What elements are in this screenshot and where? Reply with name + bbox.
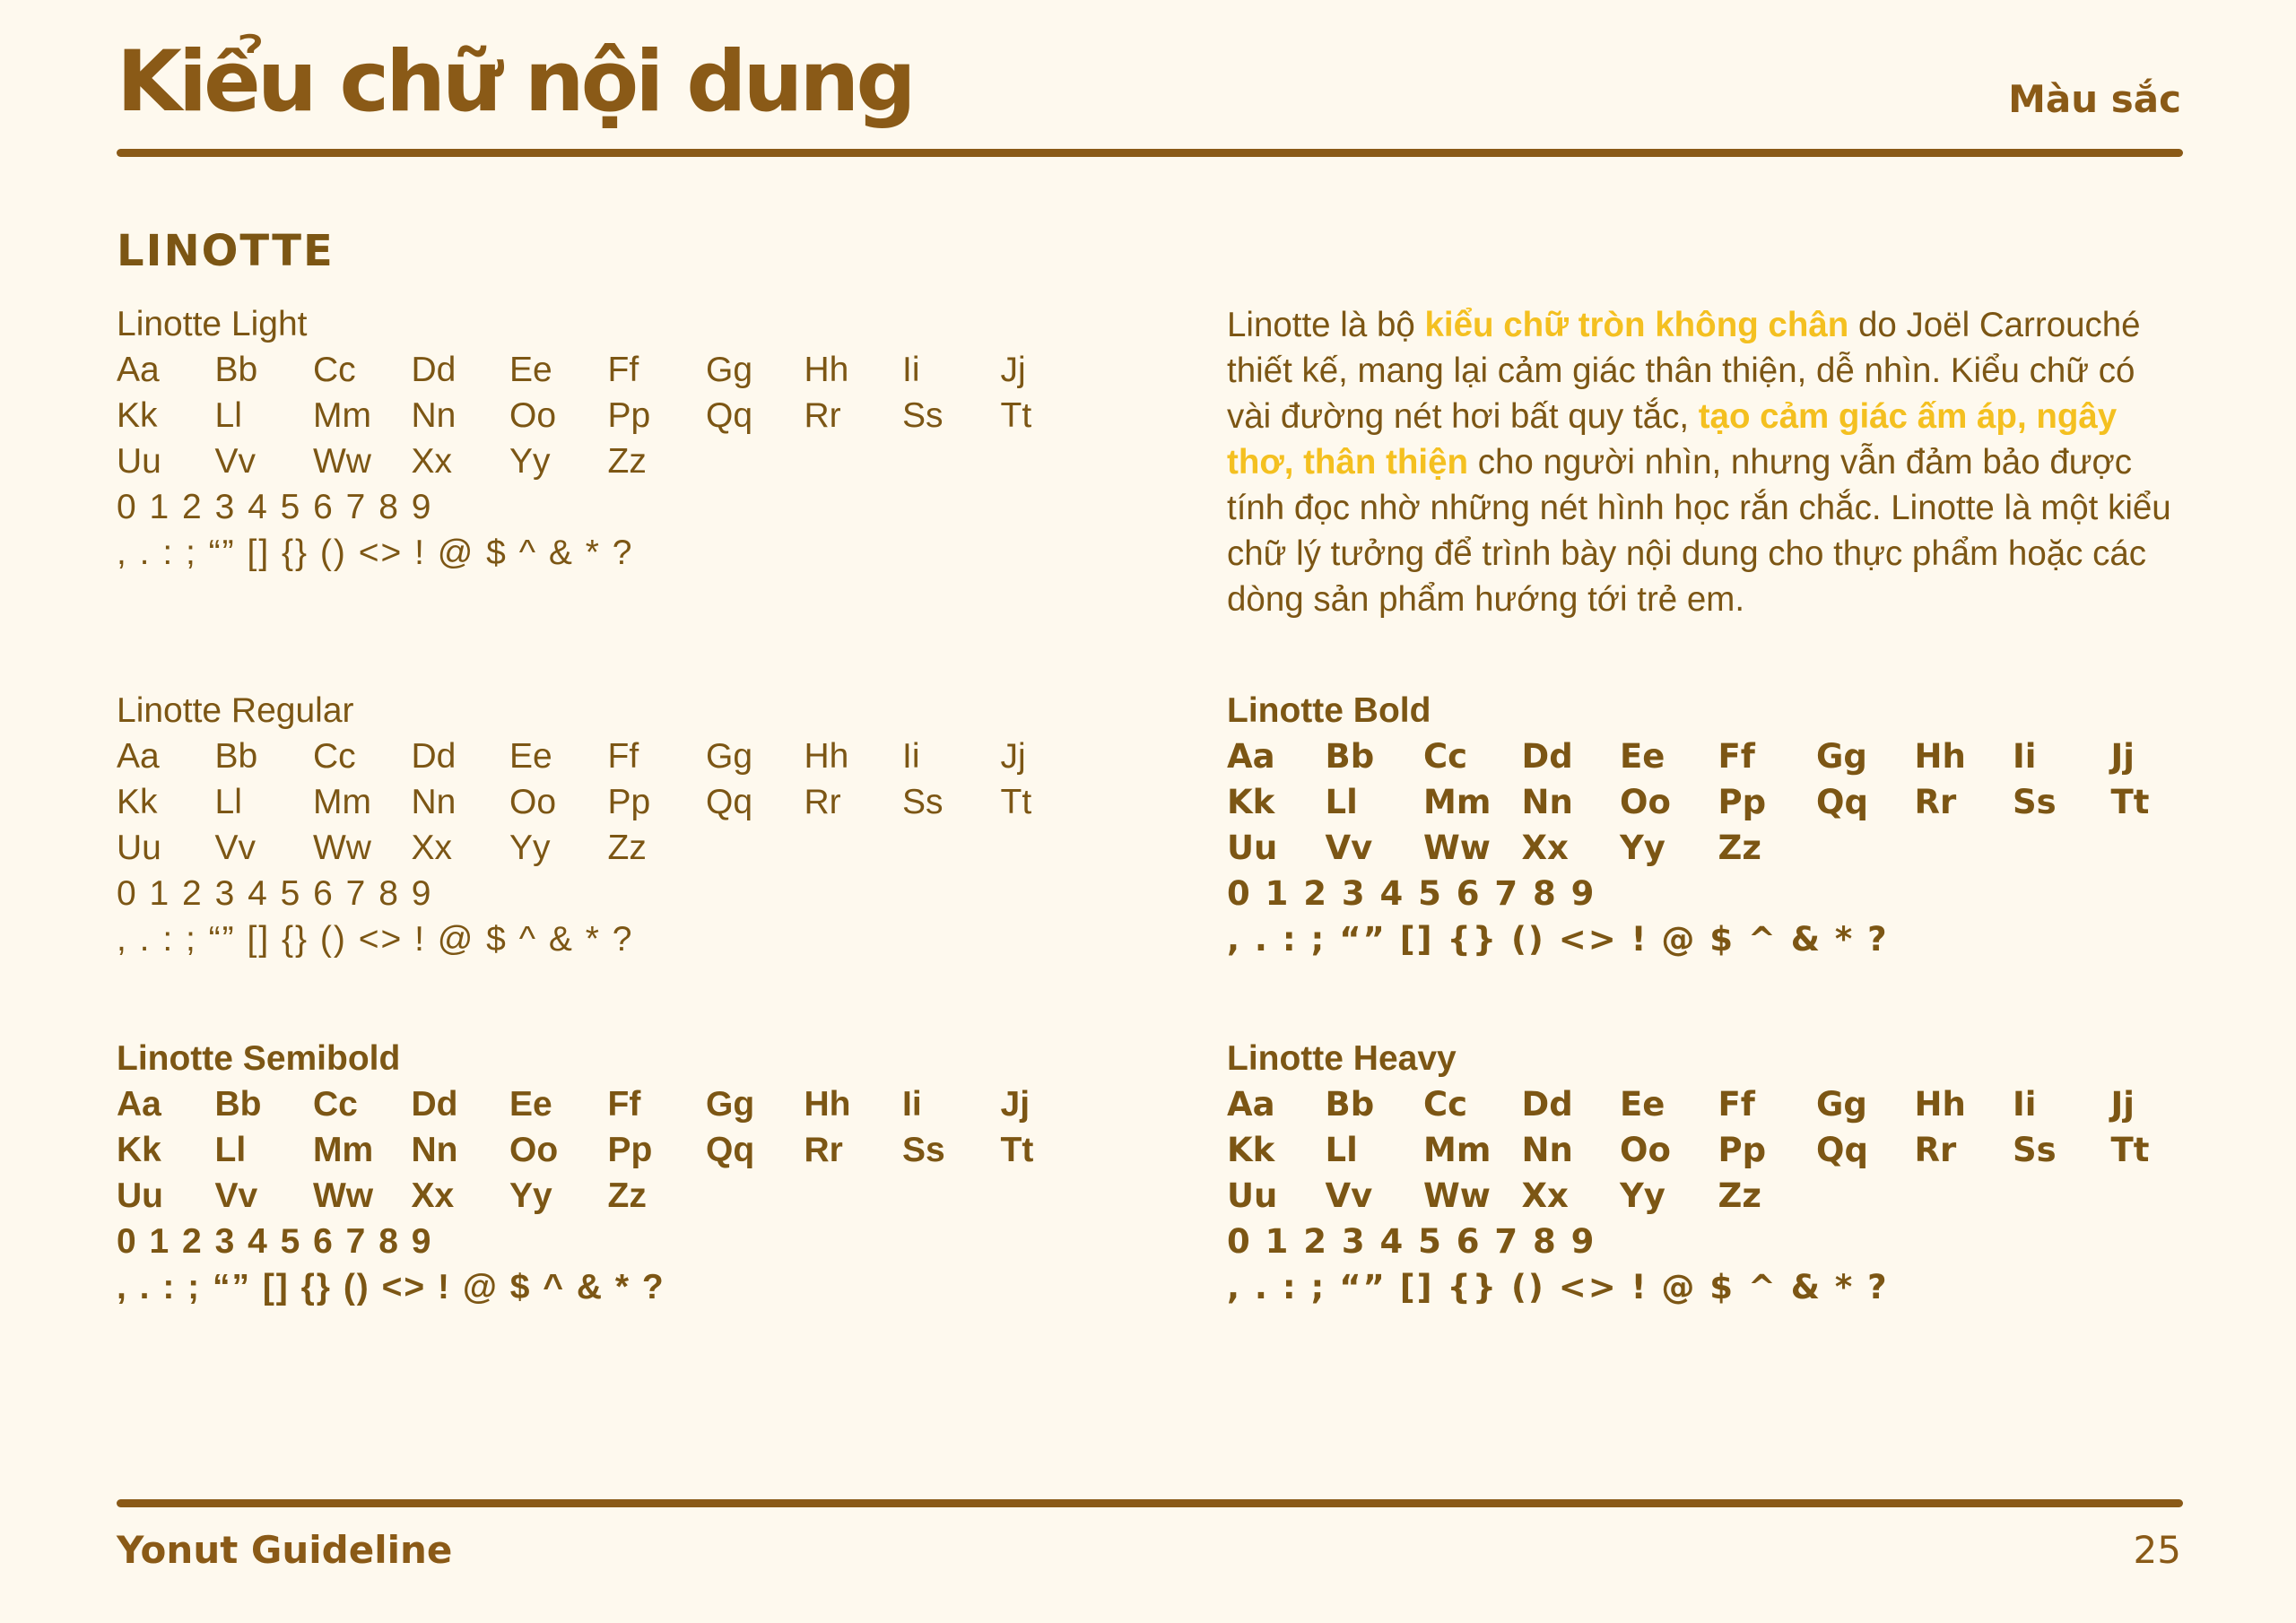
glyph-pair: Xx bbox=[411, 442, 453, 481]
glyph-pair: Jj bbox=[2110, 737, 2135, 776]
glyph-pair: Ss bbox=[902, 396, 944, 435]
glyph-pair: Cc bbox=[1423, 1085, 1468, 1124]
glyph-pair: Uu bbox=[1227, 1176, 1278, 1215]
glyph-pair: Nn bbox=[1521, 1131, 1573, 1169]
glyph-pair: Ii bbox=[2013, 1085, 2037, 1124]
glyph-pair: Ii bbox=[2013, 737, 2037, 776]
glyph-pair: Zz bbox=[607, 829, 647, 867]
glyph-pair: Pp bbox=[1718, 783, 1767, 821]
glyph-pair: Pp bbox=[607, 783, 651, 821]
glyph-pair: Vv bbox=[1325, 829, 1373, 867]
alphabet-row-3 bbox=[117, 1173, 1085, 1219]
weight-label-bold: Linotte Bold bbox=[1227, 691, 1431, 730]
glyph-pair: Bb bbox=[214, 1085, 262, 1124]
glyph-pair: Gg bbox=[706, 737, 753, 776]
glyph-pair: Hh bbox=[804, 1085, 851, 1124]
glyph-pair: Tt bbox=[1000, 396, 1032, 435]
glyph-pair: Ll bbox=[214, 783, 242, 821]
glyph-pair: Oo bbox=[509, 1131, 559, 1169]
specimen-heavy bbox=[1227, 1037, 2196, 1310]
page-number: 25 bbox=[2133, 1528, 2181, 1572]
glyph-pair: Ss bbox=[2013, 783, 2057, 821]
alphabet-row-2 bbox=[117, 1127, 1085, 1173]
glyph-pair: Xx bbox=[411, 829, 453, 867]
header-divider bbox=[117, 149, 2183, 157]
glyph-pair: Uu bbox=[117, 442, 161, 481]
glyph-pair: Xx bbox=[411, 1176, 455, 1215]
glyph-pair: Ii bbox=[902, 1085, 922, 1124]
alphabet-row-2 bbox=[117, 779, 1085, 825]
glyph-pair: Ll bbox=[1325, 1131, 1358, 1169]
glyph-pair: Mm bbox=[1423, 783, 1492, 821]
glyph-pair: Ee bbox=[509, 1085, 552, 1124]
description-highlight: kiểu chữ tròn không chân bbox=[1424, 306, 1849, 344]
weight-label-regular: Linotte Regular bbox=[117, 691, 354, 730]
glyph-pair: Jj bbox=[2110, 1085, 2135, 1124]
glyph-pair: Dd bbox=[1521, 737, 1573, 776]
glyph-pair: Nn bbox=[411, 783, 457, 821]
description-highlight: tạo cảm giác ấm áp, ngây thơ, thân thiện bbox=[1227, 397, 2118, 482]
alphabet-row-1 bbox=[117, 733, 1085, 779]
glyph-pair: Mm bbox=[1423, 1131, 1492, 1169]
glyph-pair: Aa bbox=[117, 351, 160, 389]
glyph-pair: Pp bbox=[1718, 1131, 1767, 1169]
glyph-pair: Cc bbox=[313, 737, 356, 776]
alphabet-row-1 bbox=[117, 347, 1085, 393]
glyph-pair: Hh bbox=[804, 737, 849, 776]
glyph-pair: Kk bbox=[117, 1131, 161, 1169]
glyph-pair: Kk bbox=[117, 783, 158, 821]
glyph-pair: Rr bbox=[804, 783, 841, 821]
glyph-pair: Mm bbox=[313, 1131, 374, 1169]
glyph-pair: Nn bbox=[411, 1131, 458, 1169]
glyph-pair: Uu bbox=[1227, 829, 1278, 867]
glyph-pair: Gg bbox=[1816, 737, 1867, 776]
glyph-pair: Hh bbox=[1914, 737, 1966, 776]
weight-label-heavy: Linotte Heavy bbox=[1227, 1039, 1457, 1078]
glyph-pair: Jj bbox=[1000, 351, 1026, 389]
specimen-light bbox=[117, 302, 1085, 576]
glyph-pair: Qq bbox=[1816, 783, 1868, 821]
glyph-pair: Ff bbox=[1718, 1085, 1755, 1124]
footer-title: Yonut Guideline bbox=[117, 1528, 453, 1572]
glyph-pair: Cc bbox=[313, 351, 356, 389]
glyph-pair: Ii bbox=[902, 351, 920, 389]
glyph-pair: Ff bbox=[1718, 737, 1755, 776]
glyph-pair: Hh bbox=[1914, 1085, 1966, 1124]
glyph-pair: Ee bbox=[1620, 737, 1665, 776]
glyph-pair: Pp bbox=[607, 396, 651, 435]
glyph-pair: Ll bbox=[214, 1131, 247, 1169]
digits-row: 0 1 2 3 4 5 6 7 8 9 bbox=[117, 1222, 433, 1261]
glyph-pair: Nn bbox=[1521, 783, 1573, 821]
weight-label-semibold: Linotte Semibold bbox=[117, 1039, 401, 1078]
glyph-pair: Pp bbox=[607, 1131, 653, 1169]
digits-row: 0 1 2 3 4 5 6 7 8 9 bbox=[117, 488, 433, 526]
digits-row: 0 1 2 3 4 5 6 7 8 9 bbox=[1227, 1222, 1596, 1261]
glyph-pair: Gg bbox=[706, 1085, 755, 1124]
font-description bbox=[1227, 302, 2178, 622]
glyph-pair: Zz bbox=[607, 1176, 647, 1215]
glyph-pair: Mm bbox=[313, 396, 371, 435]
glyph-pair: Uu bbox=[117, 829, 161, 867]
glyph-pair: Gg bbox=[706, 351, 753, 389]
glyph-pair: Qq bbox=[706, 1131, 755, 1169]
glyph-pair: Ee bbox=[509, 737, 552, 776]
glyph-pair: Yy bbox=[509, 442, 551, 481]
glyph-pair: Tt bbox=[1000, 1131, 1034, 1169]
alphabet-row-2 bbox=[117, 393, 1085, 438]
glyph-pair: Rr bbox=[1914, 1131, 1957, 1169]
glyph-pair: Yy bbox=[509, 1176, 552, 1215]
glyph-pair: Aa bbox=[117, 737, 160, 776]
glyph-pair: Oo bbox=[1620, 783, 1671, 821]
glyph-pair: Vv bbox=[1325, 1176, 1373, 1215]
glyph-pair: Kk bbox=[117, 396, 158, 435]
glyph-pair: Ww bbox=[313, 829, 371, 867]
glyph-pair: Ff bbox=[607, 737, 639, 776]
glyph-pair: Xx bbox=[1521, 829, 1569, 867]
glyph-pair: Jj bbox=[1000, 737, 1026, 776]
weight-label-light: Linotte Light bbox=[117, 305, 308, 343]
alphabet-row-3 bbox=[117, 438, 1085, 484]
glyph-pair: Mm bbox=[313, 783, 371, 821]
glyph-pair: Tt bbox=[2110, 1131, 2150, 1169]
glyph-pair: Aa bbox=[117, 1085, 161, 1124]
specimen-bold bbox=[1227, 689, 2196, 962]
glyph-pair: Yy bbox=[509, 829, 551, 867]
glyph-pair: Yy bbox=[1620, 1176, 1665, 1215]
alphabet-row-2 bbox=[1227, 1127, 2196, 1173]
glyph-pair: Bb bbox=[1325, 1085, 1375, 1124]
glyph-pair: Ww bbox=[313, 442, 371, 481]
footer-divider bbox=[117, 1499, 2183, 1507]
glyph-pair: Rr bbox=[1914, 783, 1957, 821]
symbols-row: , . : ; “” [] {} () <> ! @ $ ^ & * ? bbox=[1227, 920, 1889, 959]
glyph-pair: Rr bbox=[804, 1131, 843, 1169]
glyph-pair: Dd bbox=[1521, 1085, 1573, 1124]
description-text: cho người nhìn, nhưng vẫn đảm bảo được tính đọc nhờ những nét hình học rắn chắc. Linotte là một kiểu chữ lý tưởng để trình bày nội dung cho thực phẩm hoặc các dòng sản phẩm hướng tới trẻ em. bbox=[1227, 443, 2171, 619]
glyph-pair: Ii bbox=[902, 737, 920, 776]
glyph-pair: Bb bbox=[1325, 737, 1375, 776]
glyph-pair: Oo bbox=[509, 396, 557, 435]
glyph-pair: Ll bbox=[214, 396, 242, 435]
glyph-pair: Qq bbox=[706, 783, 753, 821]
specimen-regular bbox=[117, 689, 1085, 962]
alphabet-row-1 bbox=[117, 1081, 1085, 1127]
digits-row: 0 1 2 3 4 5 6 7 8 9 bbox=[117, 874, 433, 913]
alphabet-row-3 bbox=[117, 825, 1085, 871]
symbols-row: , . : ; “” [] {} () <> ! @ $ ^ & * ? bbox=[1227, 1268, 1889, 1306]
glyph-pair: Ww bbox=[313, 1176, 374, 1215]
glyph-pair: Dd bbox=[411, 737, 457, 776]
specimen-semibold bbox=[117, 1037, 1085, 1310]
digits-row: 0 1 2 3 4 5 6 7 8 9 bbox=[1227, 874, 1596, 913]
glyph-pair: Qq bbox=[1816, 1131, 1868, 1169]
font-family-name: LINOTTE bbox=[117, 226, 335, 276]
glyph-pair: Rr bbox=[804, 396, 841, 435]
glyph-pair: Vv bbox=[214, 1176, 258, 1215]
glyph-pair: Bb bbox=[214, 351, 258, 389]
symbols-row: , . : ; “” [] {} () <> ! @ $ ^ & * ? bbox=[117, 534, 634, 572]
alphabet-row-2 bbox=[1227, 779, 2196, 825]
glyph-pair: Kk bbox=[1227, 783, 1275, 821]
glyph-pair: Dd bbox=[411, 1085, 458, 1124]
symbols-row: , . : ; “” [] {} () <> ! @ $ ^ & * ? bbox=[117, 1268, 665, 1306]
glyph-pair: Ee bbox=[1620, 1085, 1665, 1124]
glyph-pair: Yy bbox=[1620, 829, 1665, 867]
glyph-pair: Zz bbox=[1718, 829, 1761, 867]
glyph-pair: Dd bbox=[411, 351, 457, 389]
glyph-pair: Hh bbox=[804, 351, 849, 389]
symbols-row: , . : ; “” [] {} () <> ! @ $ ^ & * ? bbox=[117, 920, 634, 959]
glyph-pair: Ff bbox=[607, 1085, 641, 1124]
glyph-pair: Tt bbox=[1000, 783, 1032, 821]
section-label[interactable]: Màu sắc bbox=[2008, 77, 2181, 121]
glyph-pair: Uu bbox=[117, 1176, 163, 1215]
glyph-pair: Vv bbox=[214, 442, 257, 481]
page-title: Kiểu chữ nội dung bbox=[117, 33, 913, 131]
glyph-pair: Oo bbox=[509, 783, 557, 821]
glyph-pair: Bb bbox=[214, 737, 258, 776]
alphabet-row-3 bbox=[1227, 1173, 2196, 1219]
glyph-pair: Ww bbox=[1423, 1176, 1491, 1215]
alphabet-row-1 bbox=[1227, 733, 2196, 779]
glyph-pair: Gg bbox=[1816, 1085, 1867, 1124]
description-text: Linotte là bộ bbox=[1227, 306, 1425, 344]
glyph-pair: Aa bbox=[1227, 737, 1275, 776]
glyph-pair: Xx bbox=[1521, 1176, 1569, 1215]
glyph-pair: Oo bbox=[1620, 1131, 1671, 1169]
glyph-pair: Ff bbox=[607, 351, 639, 389]
alphabet-row-3 bbox=[1227, 825, 2196, 871]
glyph-pair: Cc bbox=[313, 1085, 358, 1124]
glyph-pair: Ss bbox=[902, 783, 944, 821]
glyph-pair: Cc bbox=[1423, 737, 1468, 776]
glyph-pair: Qq bbox=[706, 396, 753, 435]
glyph-pair: Ss bbox=[2013, 1131, 2057, 1169]
glyph-pair: Ll bbox=[1325, 783, 1358, 821]
glyph-pair: Zz bbox=[1718, 1176, 1761, 1215]
glyph-pair: Nn bbox=[411, 396, 457, 435]
glyph-pair: Aa bbox=[1227, 1085, 1275, 1124]
glyph-pair: Ss bbox=[902, 1131, 945, 1169]
glyph-pair: Jj bbox=[1000, 1085, 1031, 1124]
glyph-pair: Vv bbox=[214, 829, 257, 867]
glyph-pair: Ee bbox=[509, 351, 552, 389]
alphabet-row-1 bbox=[1227, 1081, 2196, 1127]
glyph-pair: Ww bbox=[1423, 829, 1491, 867]
glyph-pair: Kk bbox=[1227, 1131, 1275, 1169]
glyph-pair: Tt bbox=[2110, 783, 2150, 821]
description-text: do Joël Carrouché thiết kế, mang lại cảm giác thân thiện, dễ nhìn. Kiểu chữ có vài đường nét hơi bất quy tắc, bbox=[1227, 306, 2141, 436]
glyph-pair: Zz bbox=[607, 442, 647, 481]
